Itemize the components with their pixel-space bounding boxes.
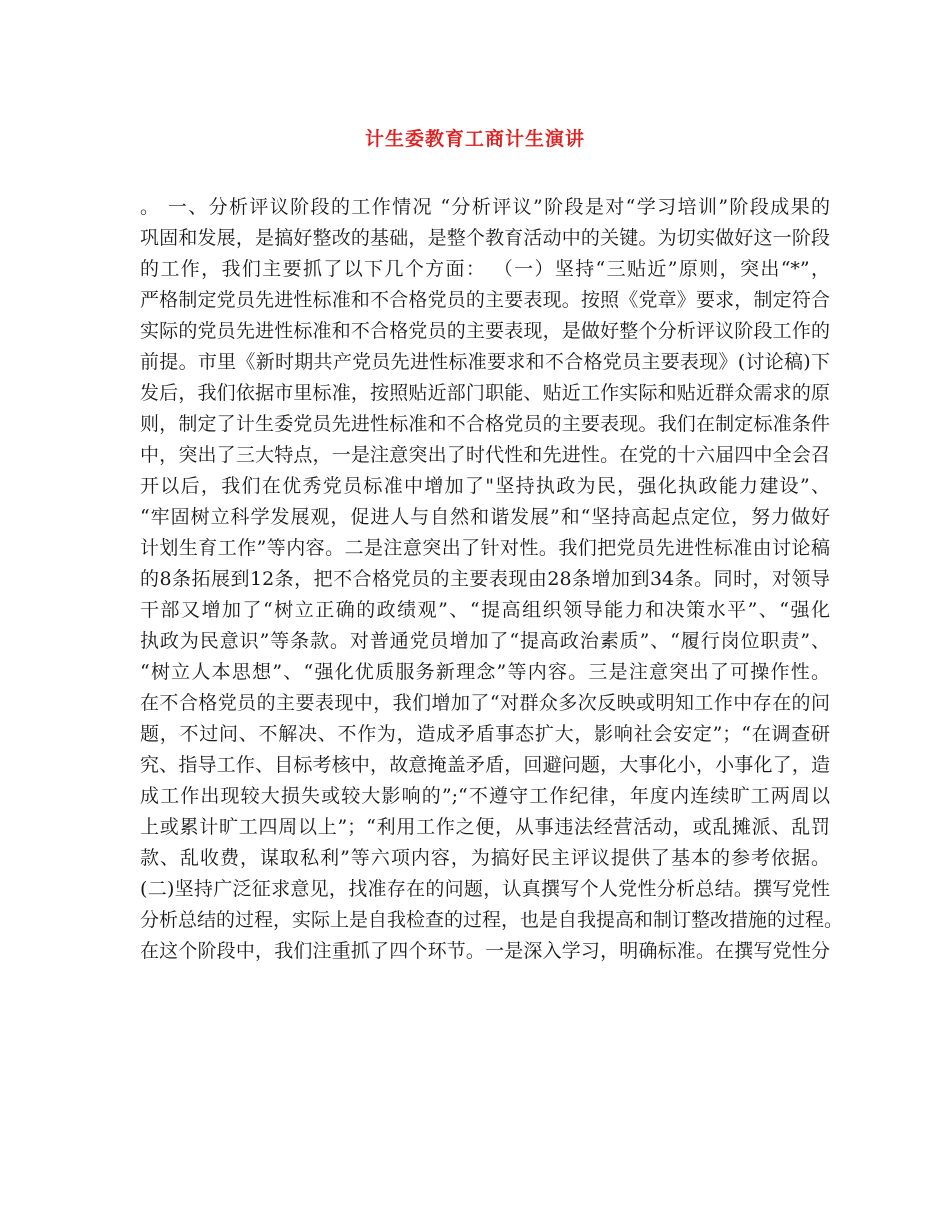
body-line: “树立人本思想”、“强化优质服务新理念”等内容。三是注意突出了可操作性。 (140, 661, 830, 683)
body-line: 前提。市里《新时期共产党员先进性标准要求和不合格党员主要表现》(讨论稿)下 (140, 351, 830, 373)
body-line: 计划生育工作”等内容。二是注意突出了针对性。我们把党员先进性标准由讨论稿 (140, 537, 830, 559)
body-line: 中，突出了三大特点，一是注意突出了时代性和先进性。在党的十六届四中全会召 (140, 444, 830, 466)
body-line: 的8条拓展到12条，把不合格党员的主要表现由28条增加到34条。同时，对领导 (140, 568, 830, 590)
body-line: 执政为民意识”等条款。对普通党员增加了“提高政治素质”、“履行岗位职责”、 (140, 630, 830, 652)
body-line: 干部又增加了“树立正确的政绩观”、“提高组织领导能力和决策水平”、“强化 (140, 599, 830, 621)
body-line: 则，制定了计生委党员先进性标准和不合格党员的主要表现。我们在制定标准条件 (140, 413, 830, 435)
body-line: 分析总结的过程，实际上是自我检查的过程，也是自我提高和制订整改措施的过程。 (140, 909, 844, 931)
body-line: 题，不过问、不解决、不作为，造成矛盾事态扩大，影响社会安定”；“在调查研 (140, 723, 830, 745)
body-line: 究、指导工作、目标考核中，故意掩盖矛盾，回避问题，大事化小，小事化了，造 (140, 754, 830, 776)
body-line: 发后，我们依据市里标准，按照贴近部门职能、贴近工作实际和贴近群众需求的原 (140, 382, 830, 404)
document-title: 计生委教育工商计生演讲 (364, 128, 585, 150)
body-line: 实际的党员先进性标准和不合格党员的主要表现，是做好整个分析评议阶段工作的 (140, 320, 830, 342)
body-line: 巩固和发展，是搞好整改的基础，是整个教育活动中的关键。为切实做好这一阶段 (140, 227, 830, 249)
body-line: 在不合格党员的主要表现中，我们增加了“对群众多次反映或明知工作中存在的问 (140, 692, 830, 714)
body-line: 在这个阶段中，我们注重抓了四个环节。一是深入学习，明确标准。在撰写党性分 (140, 940, 830, 962)
body-line: “牢固树立科学发展观，促进人与自然和谐发展”和“坚持高起点定位，努力做好 (140, 506, 830, 528)
body-line: 开以后，我们在优秀党员标准中增加了"坚持执政为民，强化执政能力建设”、 (140, 475, 830, 497)
body-line: 严格制定党员先进性标准和不合格党员的主要表现。按照《党章》要求，制定符合 (140, 289, 830, 311)
body-line: 款、乱收费，谋取私利”等六项内容，为搞好民主评议提供了基本的参考依据。 (140, 847, 830, 869)
body-line: 成工作出现较大损失或较大影响的”;“不遵守工作纪律，年度内连续旷工两周以 (140, 785, 830, 807)
document-body (140, 192, 844, 967)
body-line: 的工作，我们主要抓了以下几个方面： （一）坚持“三贴近”原则，突出“*”， (140, 258, 830, 280)
body-line: 。 一、分析评议阶段的工作情况 “分析评议”阶段是对“学习培训”阶段成果的 (140, 196, 830, 218)
body-line: 上或累计旷工四周以上”；“利用工作之便，从事违法经营活动，或乱摊派、乱罚 (140, 816, 830, 838)
body-line: (二)坚持广泛征求意见，找准存在的问题，认真撰写个人党性分析总结。撰写党性 (140, 878, 830, 900)
